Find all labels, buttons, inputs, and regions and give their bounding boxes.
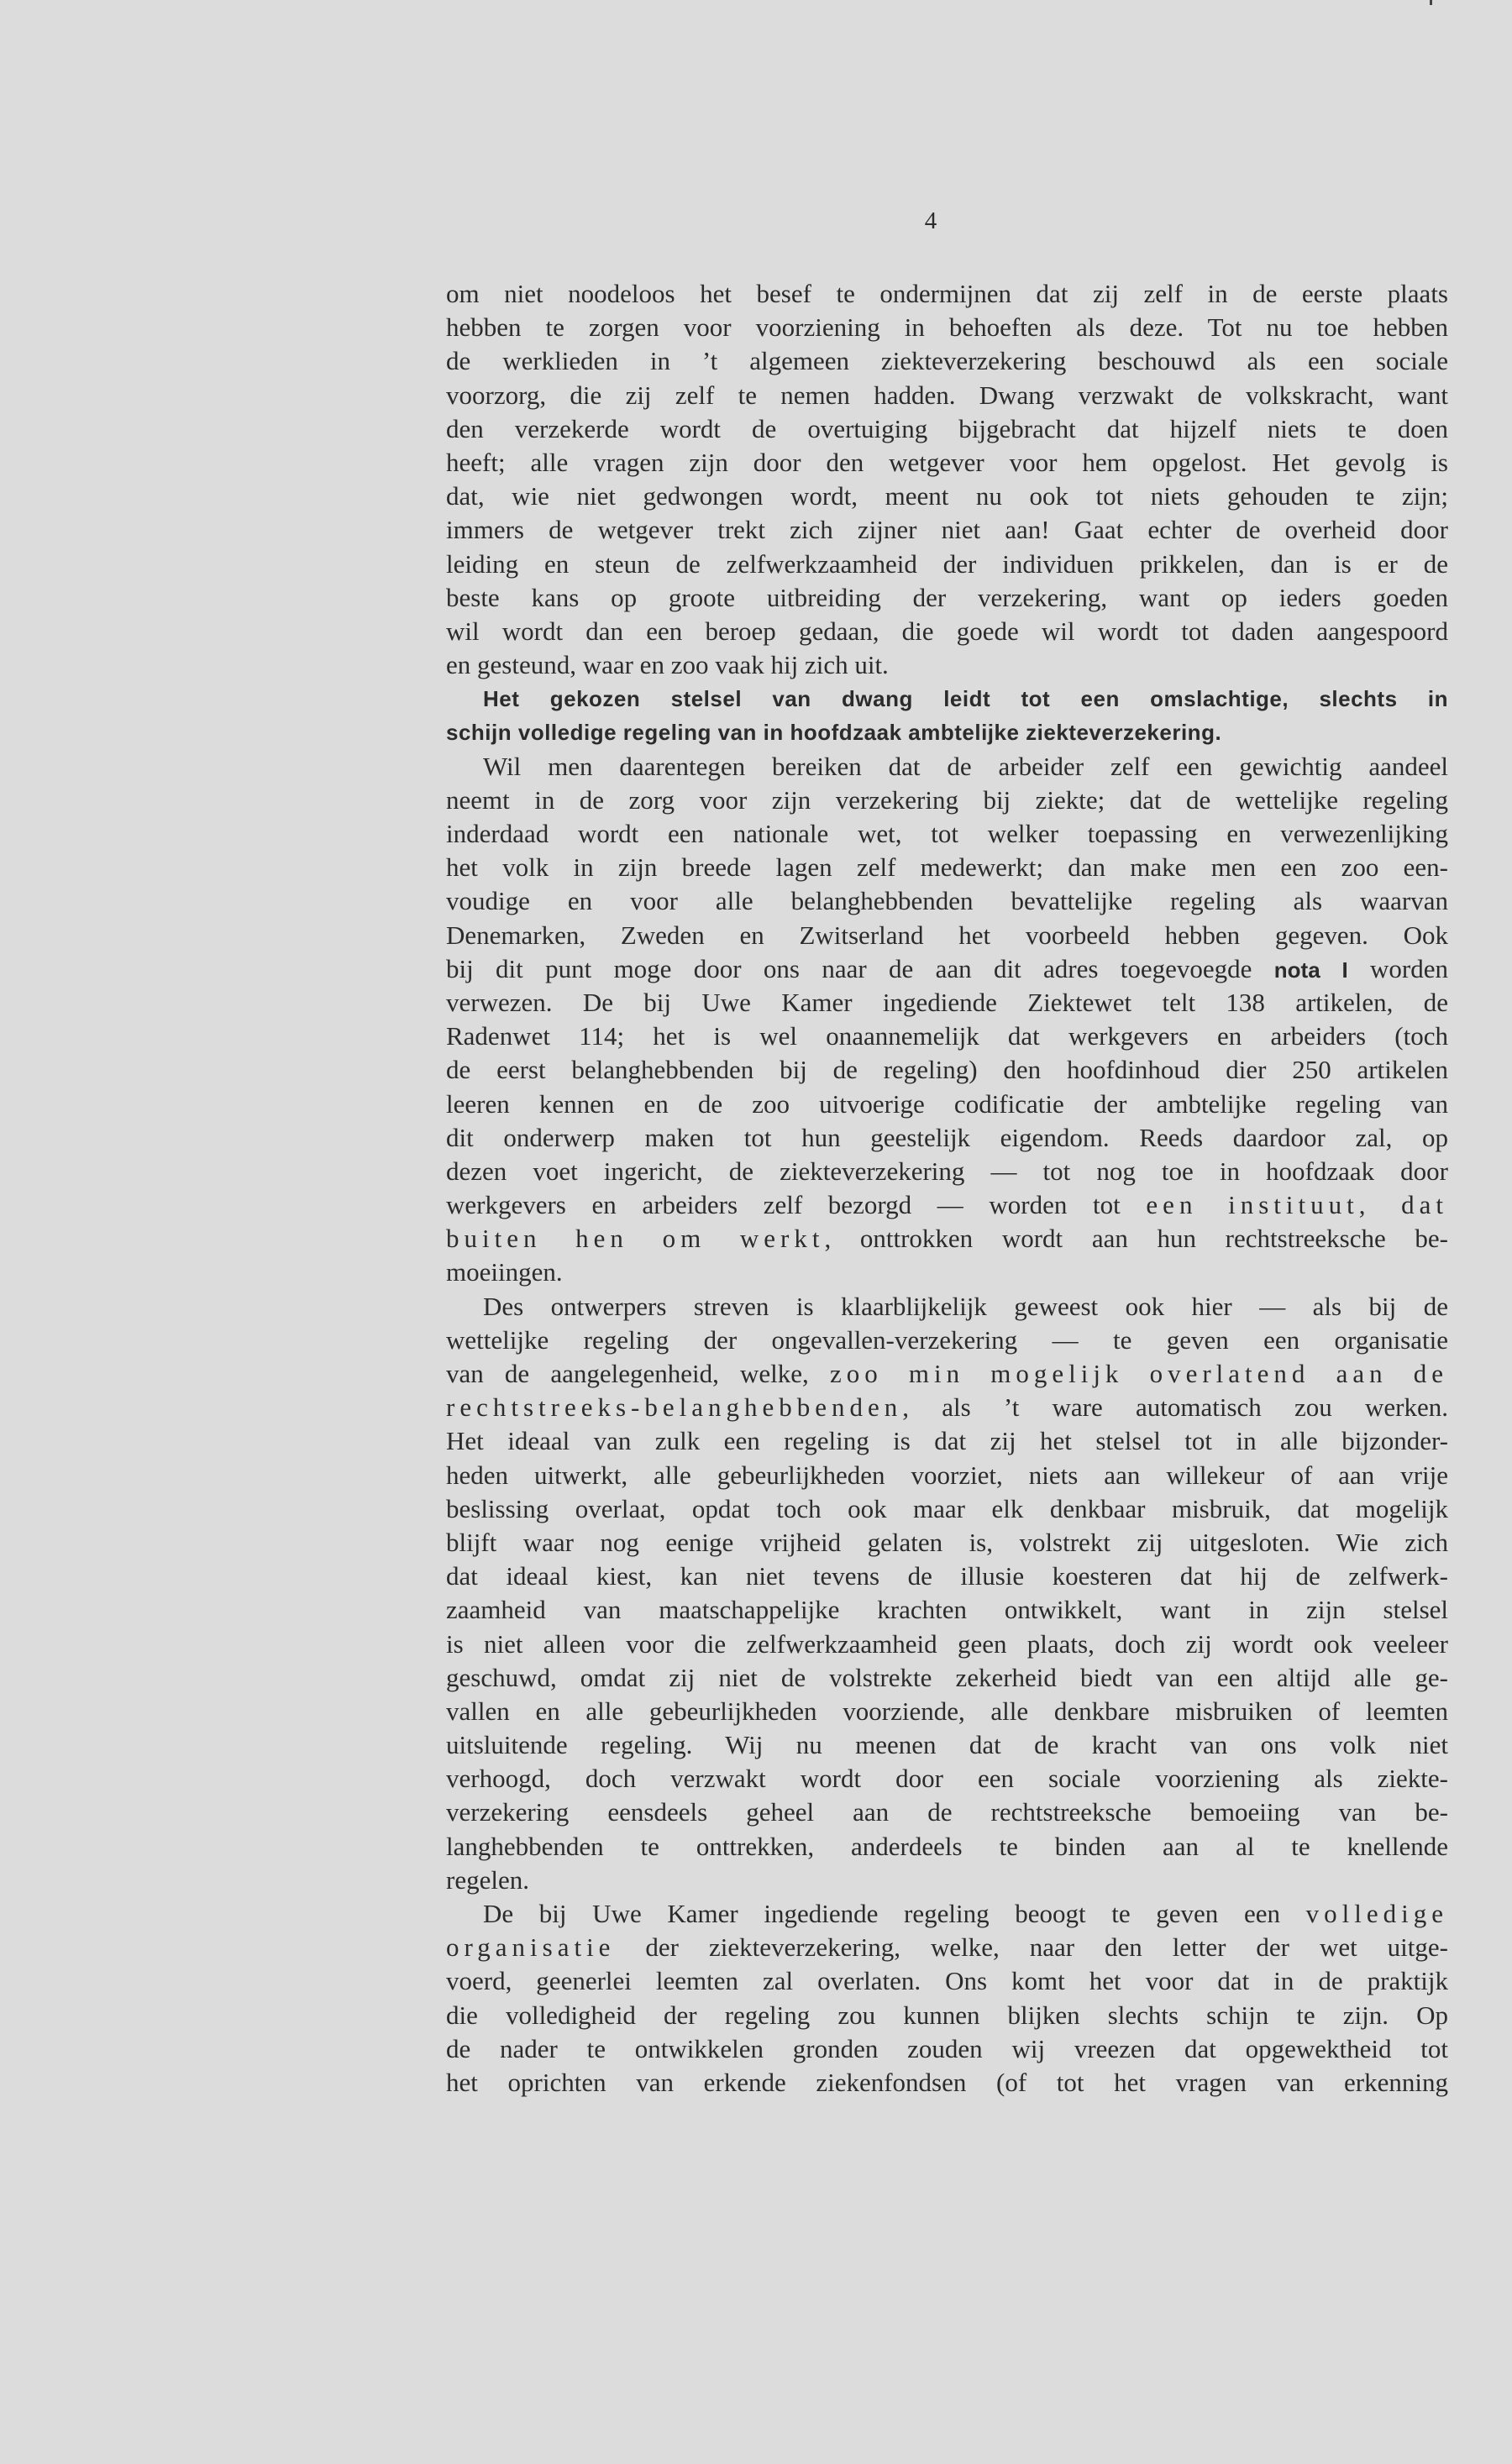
text-line: regelen.	[446, 1864, 529, 1895]
spaced-emphasis: zoo min mogelijk overlatend aan de	[829, 1359, 1448, 1388]
text-line: langhebbenden te onttrekken, anderdeels te binden aan al te knellende	[446, 1831, 1448, 1861]
text-segment: werkgevers en arbeiders zelf bezorgd — worden tot	[446, 1190, 1121, 1220]
text-line: den verzekerde wordt de overtuiging bijgebracht dat hijzelf niets te doen	[446, 413, 1448, 443]
text-line: Wil men daarentegen bereiken dat de arbeider zelf een gewichtig aandeel	[483, 751, 1448, 781]
text-line: Radenwet 114; het is wel onaannemelijk dat werkgevers en arbeiders (toch	[446, 1021, 1448, 1051]
spaced-emphasis: rechtstreeks-belanghebbenden	[446, 1392, 903, 1423]
text-line: verwezen. De bij Uwe Kamer ingediende Ziektewet telt 138 artikelen, de	[446, 987, 1448, 1017]
text-line: en gesteund, waar en zoo vaak hij zich uit.	[446, 650, 889, 680]
text-line: vallen en alle gebeurlijkheden voorziende, alle denkbare misbruiken of leemten	[446, 1696, 1448, 1726]
text-line: voerd, geenerlei leemten zal overlaten. Ons komt het voor dat in de praktijk	[446, 1966, 1448, 1996]
text-line	[446, 1188, 1448, 1222]
text-line: de nader te ontwikkelen gronden zouden wij vreezen dat opgewektheid tot	[446, 2033, 1448, 2063]
text-segment: , onttrokken wordt aan hun rechtstreeksche be-	[824, 1224, 1448, 1254]
text-line: verzekering eensdeels geheel aan de rechtstreeksche bemoeiing van be-	[446, 1797, 1448, 1827]
text-line: dat, wie niet gedwongen wordt, meent nu ook tot niets gehouden te zijn;	[446, 481, 1448, 511]
text-line: dit onderwerp maken tot hun geestelijk eigendom. Reeds daardoor zal, op	[446, 1122, 1448, 1152]
text-line: heden uitwerkt, alle gebeurlijkheden voorziet, niets aan willekeur of aan vrije	[446, 1460, 1448, 1490]
spaced-emphasis: volledige	[1305, 1899, 1448, 1928]
text-line	[446, 1931, 1448, 1964]
text-line: beste kans op groote uitbreiding der verzekering, want op ieders goeden	[446, 582, 1448, 612]
spaced-emphasis: organisatie	[446, 1932, 616, 1963]
text-line	[446, 1222, 1448, 1256]
text-line	[446, 1391, 1448, 1424]
text-line: Het ideaal van zulk een regeling is dat zij het stelsel tot in alle bijzonder-	[446, 1426, 1448, 1456]
text-segment: der ziekteverzekering, welke, naar den letter der wet uitge-	[615, 1932, 1448, 1963]
text-line: heeft; alle vragen zijn door den wetgever voor hem opgelost. Het gevolg is	[446, 447, 1448, 477]
text-line: neemt in de zorg voor zijn verzekering bij ziekte; dat de wettelijke regeling	[446, 784, 1448, 815]
text-line: de eerst belanghebbenden bij de regeling) den hoofdinhoud dier 250 artikelen	[446, 1055, 1448, 1085]
text-segment: , als ’t ware automatisch zou werken.	[902, 1392, 1448, 1423]
text-line: wettelijke regeling der ongevallen-verzekering — te geven een organisatie	[446, 1324, 1448, 1355]
body-text	[446, 277, 1448, 2100]
text-line: die volledigheid der regeling zou kunnen blijken slechts schijn te zijn. Op	[446, 2000, 1448, 2030]
section-heading: schijn volledige regeling van in hoofdzaak ambtelijke ziekteverzekering.	[446, 720, 1222, 746]
text-line: verhoogd, doch verzwakt wordt door een sociale voorziening als ziekte-	[446, 1764, 1448, 1794]
text-line: om niet noodeloos het besef te ondermijnen dat zij zelf in de eerste plaats	[446, 279, 1448, 308]
text-line: hebben te zorgen voor voorziening in behoeften als deze. Tot nu toe hebben	[446, 312, 1448, 343]
text-line: immers de wetgever trekt zich zijner niet aan! Gaat echter de overheid door	[446, 515, 1448, 545]
text-line: de werklieden in ’t algemeen ziekteverzekering beschouwd als een sociale	[446, 346, 1448, 376]
text-line: dezen voet ingericht, de ziekteverzekering — tot nog toe in hoofdzaak door	[446, 1156, 1448, 1186]
section-heading: Het gekozen stelsel van dwang leidt tot een omslachtige, slechts in	[483, 686, 1448, 712]
spaced-emphasis: buiten hen om werkt	[446, 1224, 825, 1254]
text-line: Denemarken, Zweden en Zwitserland het voorbeeld hebben gegeven. Ook	[446, 920, 1448, 950]
text-line: voudige en voor alle belanghebbenden bevattelijke regeling als waarvan	[446, 886, 1448, 916]
text-line: beslissing overlaat, opdat toch ook maar elk denkbaar misbruik, dat mogelijk	[446, 1493, 1448, 1523]
text-line: zaamheid van maatschappelijke krachten ontwikkelt, want in zijn stelsel	[446, 1595, 1448, 1625]
text-line: blijft waar nog eenige vrijheid gelaten is, volstrekt zij uitgesloten. Wie zich	[446, 1527, 1448, 1557]
note-reference: nota I	[1273, 957, 1348, 983]
spaced-emphasis: een instituut, dat	[1146, 1190, 1448, 1220]
text-line: leiding en steun de zelfwerkzaamheid der individuen prikkelen, dan is er de	[446, 548, 1448, 579]
text-segment: De bij Uwe Kamer ingediende regeling beoogt te geven een	[483, 1899, 1280, 1928]
text-line: Des ontwerpers streven is klaarblijkelijk geweest ook hier — als bij de	[483, 1291, 1448, 1321]
text-segment: bij dit punt moge door ons naar de aan dit adres toegevoegde	[446, 953, 1252, 983]
text-line: uitsluitende regeling. Wij nu meenen dat de kracht van ons volk niet	[446, 1730, 1448, 1760]
text-line: leeren kennen en de zoo uitvoerige codificatie der ambtelijke regeling van	[446, 1088, 1448, 1119]
text-line	[446, 952, 1448, 986]
text-line: voorzorg, die zij zelf te nemen hadden. Dwang verzwakt de volkskracht, want	[446, 380, 1448, 410]
text-line: wil wordt dan een beroep gedaan, die goede wil wordt tot daden aangespoord	[446, 616, 1448, 646]
text-line: het oprichten van erkende ziekenfondsen (of tot het vragen van erkenning	[446, 2067, 1448, 2097]
text-line: inderdaad wordt een nationale wet, tot welker toepassing en verwezenlijking	[446, 819, 1448, 848]
text-line	[446, 1357, 1448, 1391]
text-line: is niet alleen voor die zelfwerkzaamheid geen plaats, doch zij wordt ook veeleer	[446, 1628, 1448, 1659]
scan-mark	[1430, 0, 1432, 5]
text-line: dat ideaal kiest, kan niet tevens de illusie koesteren dat hij de zelfwerk-	[446, 1561, 1448, 1591]
text-line	[446, 1897, 1448, 1931]
text-line: het volk in zijn breede lagen zelf medewerkt; dan make men een zoo een-	[446, 852, 1448, 883]
page-number: 4	[924, 207, 937, 234]
text-line: moeiingen.	[446, 1257, 563, 1287]
text-segment: worden	[1347, 953, 1448, 983]
text-segment: van de aangelegenheid, welke,	[446, 1359, 809, 1388]
text-line: geschuwd, omdat zij niet de volstrekte zekerheid biedt van een altijd alle ge-	[446, 1662, 1448, 1692]
